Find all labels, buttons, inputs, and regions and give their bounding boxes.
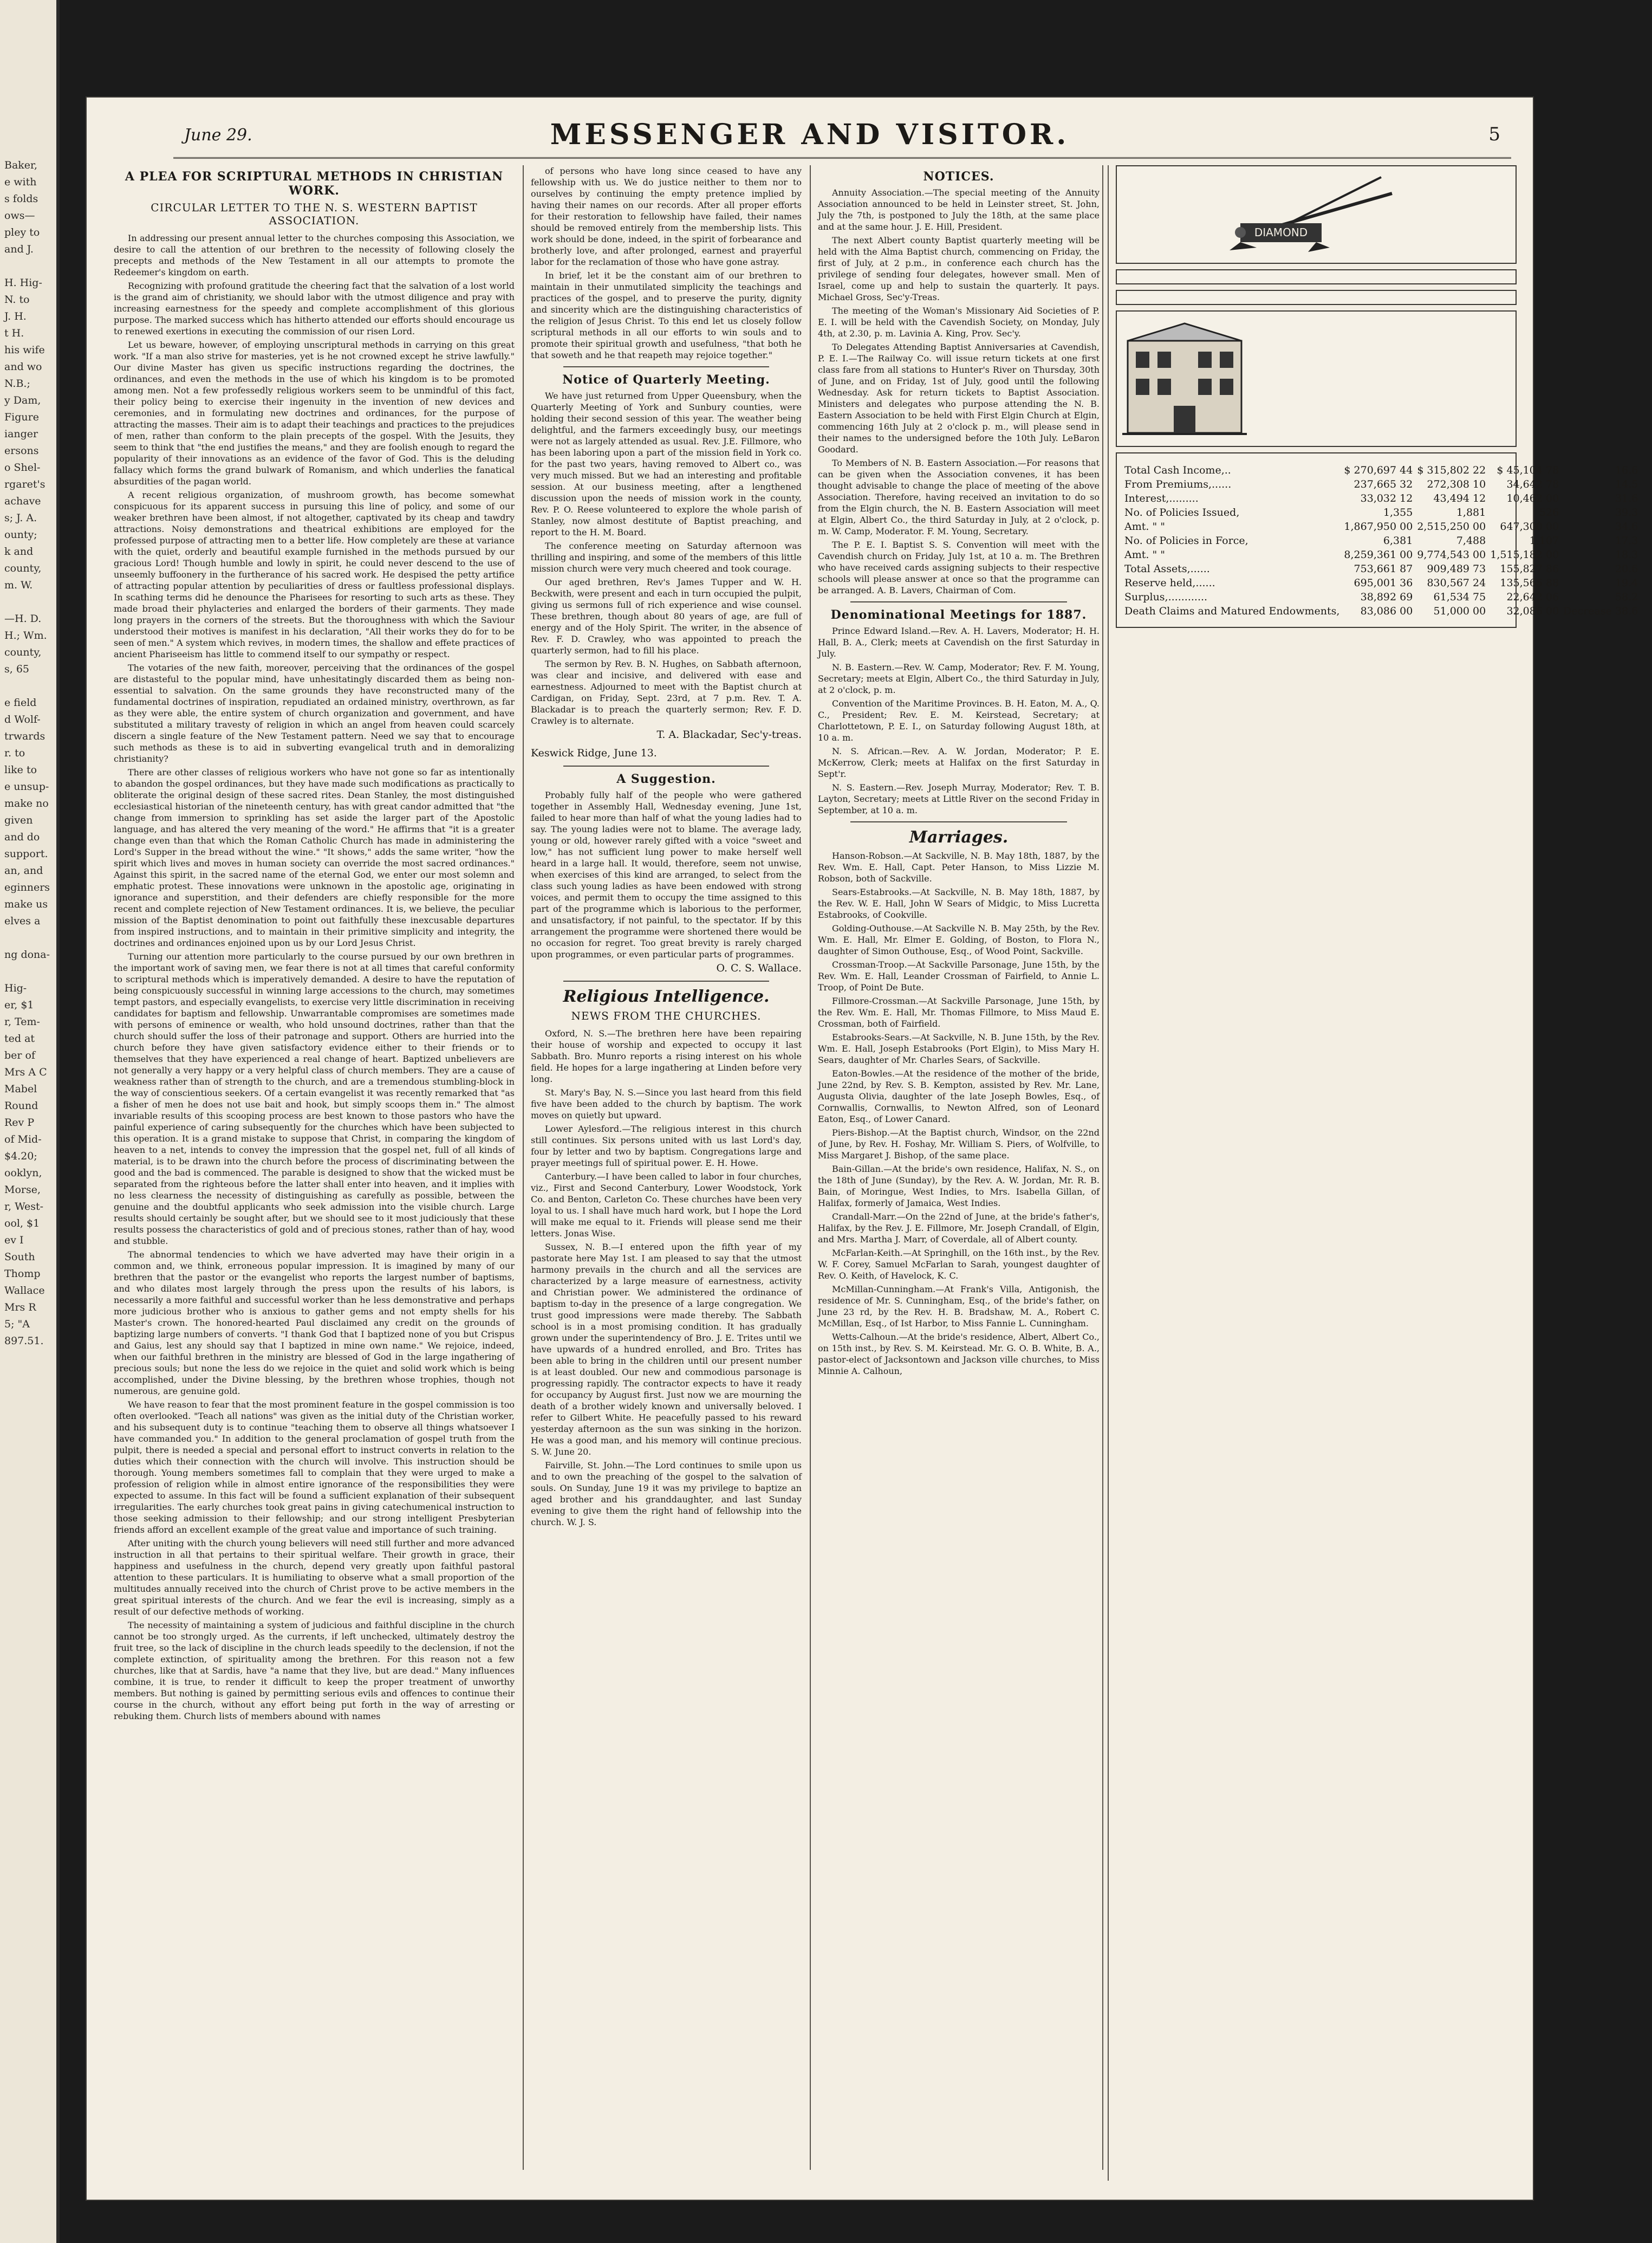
table-cell: $ 270,697 44	[1344, 464, 1413, 476]
table-cell: $ 315,802 22	[1417, 464, 1486, 476]
dateline: Keswick Ridge, June 13.	[531, 747, 657, 759]
table-cell: 8,259,361 00	[1344, 549, 1413, 561]
page-number: 5	[1488, 124, 1500, 145]
column-1	[114, 165, 515, 2170]
paragraph: Fairville, St. John.—The Lord continues to smile upon us and to own the preaching of the gospel to the salvation of souls. On Sunday, June 19 it was my privilege to baptize an aged brother and his granddaughter, and last Sunday evening to give them the right hand of fellowship into the church. W. J. S.	[531, 1460, 802, 1527]
table-row	[1122, 463, 1640, 477]
article-title: A PLEA FOR SCRIPTURAL METHODS IN CHRISTIAN WORK.	[125, 170, 504, 198]
table-cell: 17.3	[1615, 535, 1638, 547]
column-3-content	[818, 165, 1100, 2181]
cultivator-illustration	[1122, 172, 1510, 255]
article-body	[114, 232, 515, 1722]
paragraph: The sermon by Rev. B. N. Hughes, on Sabbath afternoon, was clear and incisive, and delivered with ease and earnestness. Adjourned to meet with the Baptist church at Cardigan, on Friday, Sept. 23rd, at 7 p.m. Rev. T. A. Blackadar is to preach the quarterly sermon; Rev. F. D. Crawley is to alternate.	[531, 659, 802, 726]
paragraph: Crandall-Marr.—On the 22nd of June, at the bride's father's, Halifax, by the Rev. J. E. Fillmore, Mr. Joseph Crandall, of Elgin, and Mrs. Martha J. Marr, of Coverdale, all of Albert county.	[818, 1211, 1100, 1244]
column-rule	[810, 165, 811, 2170]
table-row	[1122, 562, 1640, 576]
table-cell: 16.6	[1615, 464, 1638, 476]
cultivator-icon	[1219, 172, 1414, 253]
table-row	[1122, 590, 1640, 604]
section-divider	[563, 981, 769, 982]
paragraph: The next Albert county Baptist quarterly meeting will be held with the Alma Baptist church, commencing on Friday, the first of July, at 2 p.m., in conference each church has the privilege of sending four delegates, however small. Men of Israel, come up and help to sustain the quarterly. It pays. Michael Gross, Sec'y-Treas.	[818, 235, 1100, 302]
progress-table	[1122, 461, 1640, 618]
paragraph: Estabrooks-Sears.—At Sackville, N. B. June 15th, by the Rev. Wm. E. Hall, Joseph Estabrooks (Port Elgin), to Miss Mary H. Sears, daughter of Mr. Charles Sears, of Sackville.	[818, 1032, 1100, 1065]
article-subtitle: CIRCULAR LETTER TO THE N. S. WESTERN BAPTIST ASSOCIATION.	[151, 201, 478, 227]
section-heading: Religious Intelligence.	[563, 987, 770, 1006]
table-cell: 51,000 00	[1433, 605, 1486, 617]
page-gutter	[56, 0, 60, 2243]
paragraph: Turning our attention more particularly to the course pursued by our own brethren in the important work of saving men, we fear there is not at all times that careful conformity to scriptural methods which is imperatively demanded. A desire to have the reputation of being conspicuously successful in winning large accessions to the church, may sometimes tempt pastors, and especially evangelists, to exercise very little discrimination in receiving candidates for baptism and fellowship. Unwarrantable compromises are sometimes made with persons of eminence or wealth, who hold unsound doctrines, rather than that the church should suffer the loss of their patronage and support. Others are hurried into the church before they have given satisfactory evidence either to their friends or to themselves that they have experienced a real change of heart. Baptized unbelievers are not generally a very happy or a very helpful class of church members. They are a cause of weakness rather than of strength to the church, and are a tremendous stumbling-block in the way of conscientious seekers. Of a certain evangelist it was recently remarked that "as a fisher of men he does not use bait and hook, but simply scoops them in." The almost invariable results of this scooping process are best known to those pastors who have the painful experience of caring subsequently for the churches which have been subjected to this operation. It is a grand mistake to suppose that Christ, in comparing the kingdom of heaven to a net, intends to convey the impression that the gospel net, full of all kinds of material, is to be drawn into the church before the process of discriminating between the good and the bad is commenced. The parable is designed to show that the wicked must be separated from the righteous before the latter shall enter into heaven, and it implies with no less clearness the necessity of distinguishing as carefully as possible, between the genuine and the doubtful applicants who seek admission into the visible church. Large results should certainly be sought after, but we should see to it most judiciously that these results possess the characteristics of gold and of precious stones, rather than of hay, wood and stubble.	[114, 951, 515, 1246]
table-cell: 39.3	[1615, 507, 1638, 518]
table-cell: 32,086 00	[1506, 605, 1559, 617]
furniture-ad	[1116, 290, 1517, 305]
table-cell: 272,308 10	[1427, 478, 1486, 490]
table-cell: 6,381	[1383, 535, 1413, 547]
obituary-area	[1116, 633, 1517, 639]
table-cell: 20.6	[1615, 563, 1638, 575]
table-cell: Total Assets,......	[1124, 563, 1210, 575]
table-row	[1122, 548, 1640, 562]
paragraph: N. S. African.—Rev. A. W. Jordan, Moderator; P. E. McKerrow, Clerk; meets at Halifax on the first Saturday in Sept'r.	[818, 746, 1100, 779]
store-block	[1122, 319, 1510, 438]
table-cell: 1,867,950 00	[1344, 521, 1413, 533]
table-cell: Total Cash Income,..	[1124, 464, 1231, 476]
table-cell: 647,300 00	[1500, 521, 1559, 533]
table-cell: 38,892 69	[1360, 591, 1413, 603]
signature: T. A. Blackadar, Sec'y-treas.	[656, 729, 802, 741]
table-row	[1122, 505, 1640, 520]
table-row	[1122, 604, 1640, 618]
paragraph: N. B. Eastern.—Rev. W. Camp, Moderator; Rev. F. M. Young, Secretary; meets at Elgin, Albert Co., the third Saturday in July, at 2 o'clock, p. m.	[818, 662, 1100, 695]
paragraph: St. Mary's Bay, N. S.—Since you last heard from this field five have been added to the church by baptism. The work moves on quietly but upward.	[531, 1087, 802, 1120]
section-divider	[563, 766, 769, 767]
paragraph: Sussex, N. B.—I entered upon the fifth year of my pastorate here May 1st. I am pleased to say that the utmost harmony prevails in the church and all the services are characterized by a large measure of earnestness, activity and Christian power. We administered the ordinance of baptism to-day in the presence of a large congregation. We trust good impressions were made thereby. The Sabbath school is in a most promising condition. It has gradually grown under the superintendency of Bro. J. E. Trites until we have upwards of a hundred enrolled, and Bro. Trites has been able to bring in the children until our present number is at least doubled. Our new and commodious parsonage is progressing rapidly. The contractor expects to have it ready for occupancy by August first. Just now we are mourning the death of a brother widely known and universally beloved. I refer to Gilbert White. He peacefully passed to his reward yesterday afternoon as the sun was sinking in the horizon. He was a good man, and his memory will continue precious. S. W. June 20.	[531, 1242, 802, 1457]
table-cell: Surplus,............	[1124, 591, 1208, 603]
ads-column	[1116, 165, 1638, 2181]
table-cell: 31.6	[1615, 492, 1638, 504]
table-row	[1122, 576, 1640, 590]
paragraph: Let us beware, however, of employing unscriptural methods in carrying on this great work. "If a man also strive for masteries, yet is he not crowned except he strive lawfully." Our divine Master has given us specific instructions regarding the doctrines, the ordinances, and even the methods in the use of which his kingdom is to be promoted among men. Not a few professedly religious workers seem to be unmindful of this fact, their policy being to exercise their ingenuity in the invention of new devices and ceremonies, and in formulating new doctrines and ordinances, for the purpose of attracting the masses. Their aim is to adapt their teachings and practices to the prejudices of men, rather than conform to the plain precepts of the gospel. With the Jesuits, they seem to think that "the end justifies the means," and they are foolish enough to regard the popularity of their innovations as an evidence of the favor of God. This is the deluding fallacy which forms the grand bulwark of Romanism, and which underlies the fanatical absurdities of the pagan world.	[114, 340, 515, 487]
ontario-mutual-ad	[1116, 452, 1638, 628]
table-cell: 2,515,250 00	[1417, 521, 1486, 533]
table-cell: 58.2	[1615, 591, 1638, 603]
table-cell: 135,565 88	[1500, 577, 1559, 589]
paragraph: Hanson-Robson.—At Sackville, N. B. May 18th, 1887, by the Rev. Wm. E. Hall, Capt. Peter Hanson, to Miss Lizzie M. Robson, both of Sackville.	[818, 851, 1100, 884]
paragraph: Fillmore-Crossman.—At Sackville Parsonage, June 15th, by the Rev. Wm. E. Hall, Mr. Thomas Fillmore, to Miss Maud E. Crossman, both of Fairfield.	[818, 996, 1100, 1029]
table-cell: 1,107	[1529, 535, 1559, 547]
paragraph: Prince Edward Island.—Rev. A. H. Lavers, Moderator; H. H. Hall, B. A., Clerk; meets at Cavendish on the first Saturday in July.	[818, 626, 1100, 659]
table-cell: 830,567 24	[1427, 577, 1486, 589]
paragraph: Piers-Bishop.—At the Baptist church, Windsor, on the 22nd of June, by Rev. H. Foshay, Mr. William S. Piers, of Wolfville, to Miss Margaret J. Bishop, of the same place.	[818, 1127, 1100, 1161]
table-cell: Reserve held,......	[1124, 577, 1215, 589]
table-cell: $ 45,104 78	[1497, 464, 1559, 476]
table-row	[1122, 534, 1640, 548]
paragraph: Bain-Gillan.—At the bride's own residence, Halifax, N. S., on the 18th of June (Sunday), by the Rev. A. W. Jordan, Mr. R. B. Bain, of Moringue, West Indies, to Mrs. Isabella Gillan, of Halifax, formerly of Jamaica, West Indies.	[818, 1164, 1100, 1208]
paragraph: A recent religious organization, of mushroom growth, has become somewhat conspicuous for its apparent success in pursuing this line of policy, and some of our weaker brethren have been almost, if not altogether, captivated by its cheap and tawdry attractions. Noisy demonstrations and theatrical exhibitions are employed for the professed purpose of attracting men to a better life. How completely are these at variance with the quiet, orderly and beautiful example furnished in the methods pursued by our gracious Lord! Though humble and lowly in spirit, he could never descend to the use of unseemly buffoonery in the furtherance of his sacred work. He despised the petty artifice of attracting popular attention by peculiarities of dress or faultless professional displays. In scathing terms did he denounce the Pharisees for resorting to such arts as these. They made broad their phylacteries and enlarged the borders of their garments. They made long prayers in the corners of the streets. But the thoroughness with which the Saviour understood their motives is manifest in his declaration, "All their works they do for to be seen of men." A system which revives, in modern times, the shallow and effete practices of ancient Phariseeism has little to commend itself to our sympathy or respect.	[114, 490, 515, 659]
paragraph: The abnormal tendencies to which we have adverted may have their origin in a common and, we think, erroneous popular impression. It is imagined by many of our brethren that the pastor or the evangelist who reports the largest number of baptisms, and who dilates most largely through the press upon the results of his labors, is necessarily a more faithful and successful worker than he less demonstrative and perhaps more judicious brother who is anxious to gather gems and not empty shells for his Master's crown. The honored-hearted Paul disclaimed any credit on the grounds of baptizing large numbers of converts. "I thank God that I baptized none of you but Crispus and Gaius, lest any should say that I baptized in mine own name." We rejoice, indeed, when our faithful brethren in the ministry are blessed of God in the large ingathering of precious souls; but none the less do we rejoice in the quiet and solid work which is being accomplished, under the Divine blessing, by the brethren whose trophies, though not numerous, are genuine gold.	[114, 1249, 515, 1396]
issue-date: June 29.	[184, 126, 252, 145]
table-cell: 10,462 00	[1506, 492, 1559, 504]
table-cell: No. of Policies Issued,	[1124, 507, 1240, 518]
table-cell: Decrease 38.6	[1563, 605, 1638, 617]
signature: O. C. S. Wallace.	[716, 962, 802, 974]
table-cell: 14.5	[1615, 478, 1638, 490]
table-cell: 43,494 12	[1433, 492, 1486, 504]
column-2	[531, 165, 802, 2170]
section-title: A Suggestion.	[616, 772, 716, 786]
life-assurance-ad	[1116, 269, 1517, 284]
section-heading: Marriages.	[909, 828, 1009, 847]
paragraph: Our aged brethren, Rev's James Tupper and W. H. Beckwith, were present and each in turn occupied the pulpit, giving us sermons full of rich experience and wise counsel. These brethren, though about 80 years of age, are full of energy and of the Holy Spirit. The writer, in the absence of Rev. F. D. Crawley, who was appointed to preach the quarterly sermon, had to fill his place.	[531, 577, 802, 656]
paragraph: In addressing our present annual letter to the churches composing this Association, we desire to call the attention of our brethren to the necessity of following closely the precepts and methods of the New Testament in all our attempts to promote the Redeemer's kingdom on earth.	[114, 233, 515, 277]
section-subheading: NEWS FROM THE CHURCHES.	[571, 1009, 762, 1022]
section-title: Notice of Quarterly Meeting.	[562, 373, 770, 387]
store-building-icon	[1122, 319, 1247, 438]
paragraph: To Members of N. B. Eastern Association.—For reasons that can be given when the Association convenes, it has been thought advisable to change the place of meeting of the above Association. Therefore, having received an invitation to do so from the Elgin church, the N. B. Eastern Association will meet at Elgin, Albert Co., the third Saturday in July, at 2 o'clock, p. m. W. Camp, Moderator. F. M. Young, Secretary.	[818, 458, 1100, 536]
dry-goods-ad	[1116, 310, 1517, 447]
section-divider	[850, 821, 1067, 822]
table-cell: 34.6	[1615, 521, 1638, 533]
paragraph: McMillan-Cunningham.—At Frank's Villa, Antigonish, the residence of Mr. S. Cunningham, Esq., of the bride's father, on June 23 rd, by the Rev. H. B. Bradshaw, M. A., Robert C. McMillan, Esq., of Ist Harbor, to Miss Fannie L. Cunningham.	[818, 1284, 1100, 1328]
table-cell: 695,001 36	[1354, 577, 1413, 589]
header-rule	[173, 157, 1511, 159]
paragraph: The P. E. I. Baptist S. S. Convention will meet with the Cavendish church on Friday, July 1st, at 10 a. m. The Brethren who have received cards assigning subjects to their respective schools will please answer at once so that the programme can be arranged. A. B. Lavers, Chairman of Com.	[818, 540, 1100, 595]
paragraph: The votaries of the new faith, moreover, perceiving that the ordinances of the gospel are distasteful to the popular mind, have unhesitatingly discarded them as being non-essential to salvation. On the same grounds they have reconstructed many of the fundamental doctrines of inspiration, repudiated an ordained ministry, overthrown, as far as they were able, the entire system of church organization and government, and have substituted a military travesty of religion in which an angel from heaven could scarcely discern a single feature of the New Testament pattern. Need we say that to encourage such methods as these is to aid in subverting evangelical truth and in demoralizing christianity?	[114, 663, 515, 764]
table-cell: 1,881	[1456, 507, 1486, 518]
paragraph: Eaton-Bowles.—At the residence of the mother of the bride, June 22nd, by Rev. S. B. Kempton, assisted by Rev. Mr. Lane, Augusta Olivia, daughter of the late Joseph Bowles, Esq., of Cornwallis, Cornwallis, to Newton Alfred, son of Leonard Eaton, Esq., of Lower Canard.	[818, 1068, 1100, 1124]
table-cell: 22,642 06	[1506, 591, 1559, 603]
section-title: Denominational Meetings for 1887.	[830, 608, 1087, 622]
section-divider	[563, 366, 769, 367]
paragraph: Oxford, N. S.—The brethren here have been repairing their house of worship and expected to occupy it last Sabbath. Bro. Munro reports a rising interest on his whole field. He hopes for a large ingathering at Linden before very long.	[531, 1028, 802, 1084]
paragraph: Annuity Association.—The special meeting of the Annuity Association announced to be held in Leinster street, St. John, July the 7th, is postponed to July the 18th, at the same place and at the same hour. J. E. Hill, President.	[818, 187, 1100, 232]
svg-text:DIAMOND: DIAMOND	[1254, 226, 1308, 239]
table-cell: 83,086 00	[1360, 605, 1413, 617]
paragraph: After uniting with the church young believers will need still further and more advanced instruction in all that pertains to their spiritual welfare. Their growth in grace, their happiness and usefulness in the church, depend very greatly upon faithful pastoral attention to these particulars. It is humiliating to observe what a small proportion of the multitudes annually received into the church of Christ prove to be active members in the great spiritual interests of the church. And we fear the evil is increasing, simply as a result of our defective methods of working.	[114, 1538, 515, 1617]
table-cell: 909,489 73	[1427, 563, 1486, 575]
paragraph: In brief, let it be the constant aim of our brethren to maintain in their unmutilated simplicity the teachings and practices of the gospel, and to preserve the purity, dignity and sincerity which are the distinguishing characteristics of the religion of Jesus Christ. To this end let us closely follow scriptural methods in all our efforts to win souls and to promote their spiritual growth and usefulness, "that both he that soweth and he that reapeth may rejoice together."	[531, 270, 802, 360]
paragraph: Sears-Estabrooks.—At Sackville, N. B. May 18th, 1887, by the Rev. W. E. Hall, John W Sears of Midgic, to Miss Lucretta Estabrooks, of Cookville.	[818, 887, 1100, 920]
table-row	[1122, 520, 1640, 534]
column-rule	[523, 165, 524, 2170]
paragraph: Golding-Outhouse.—At Sackville N. B. May 25th, by the Rev. Wm. E. Hall, Mr. Elmer E. Golding, of Boston, to Flora N., daughter of Simon Outhouse, Esq., of Wood Point, Sackville.	[818, 923, 1100, 956]
paragraph: of persons who have long since ceased to have any fellowship with us. We do justice neither to them nor to ourselves by continuing the empty pretence implied by having their names on our records. After all proper efforts for their restoration to fellowship have failed, their names should be removed entirely from the membership lists. This work should be done, indeed, in the spirit of forbearance and brotherly love, and after prolonged, earnest and prayerful labor for the reclamation of those who have gone astray.	[531, 166, 802, 267]
adjacent-page-text: Baker, e with s folds ows— pley to and J. H. Hig- N. to J. H. t H. his wife and wo N.B.; y Dam, Figure ianger ersons o Shel- rgaret's achave s; J. A. ounty; k and county, m. W. —H. D. H.; Wm. county, s, 65 e field d Wolf- trwards r. to like to e unsup- make no given and do support. an, and eginners make us elves a ng dona- Hig- er, $1 r, Tem- ted at ber of Mrs A C Mabel Round Rev P of Mid- $4.20; ooklyn, Morse, r, West- ool, $1 ev I South Thomp Wallace Mrs R 5; "A 897.51.	[4, 159, 50, 1347]
section-divider	[850, 601, 1067, 602]
paragraph: Recognizing with profound gratitude the cheering fact that the salvation of a lost world is the grand aim of christianity, we should labor with the utmost diligence and pray with increasing earnestness for the speedy and complete accomplishment of this glorious purpose. The marked success which has hitherto attended our efforts should encourage us to renewed exertions in executing the commission of our risen Lord.	[114, 281, 515, 336]
paragraph: Lower Aylesford.—The religious interest in this church still continues. Six persons united with us last Lord's day, four by letter and two by baptism. Congregations large and prayer meetings full of spiritual power. E. H. Howe.	[531, 1124, 802, 1168]
table-cell: 753,661 87	[1354, 563, 1413, 575]
table-row	[1122, 477, 1640, 491]
paragraph: We have reason to fear that the most prominent feature in the gospel commission is too often overlooked. "Teach all nations" was given as the initial duty of the Christian worker, and his subsequent duty is to continue "teaching them to observe all things whatsoever I have commanded you." In addition to the general proclamation of gospel truth from the pulpit, there is needed a special and personal effort to instruct converts in relation to the duties which their connection with the church will involve. This instruction should be thorough. Young members sometimes fall to complain that they were urged to make a profession of religion while in almost entire ignorance of the responsibilities they were expected to assume. In this fact will be found a sufficient explanation of their subsequent irregularities. The early churches took great pains in giving catechumenical instruction to those seeking admission to their fellowship; and our strong intelligent Presbyterian friends afford an excellent example of the great value and importance of such training.	[114, 1399, 515, 1535]
paragraph: To Delegates Attending Baptist Anniversaries at Cavendish, P. E. I.—The Railway Co. will issue return tickets at one first class fare from all stations to Hunter's River on Thursday, 30th of June, and on Friday, 1st of July, good until the following Wednesday. Ask for return tickets to Baptist Association. Ministers and delegates who purpose attending the N. B. Eastern Association to be held with First Elgin Church at Elgin, commencing 16th July at 2 o'clock p. m., will please send in their names to the undersigned before the 10th July. LeBaron Goodard.	[818, 342, 1100, 455]
table-cell: No. of Policies in Force,	[1124, 535, 1248, 547]
paragraph: Canterbury.—I have been called to labor in four churches, viz., First and Second Canterbury, Lower Woodstock, York Co. and Benton, Carleton Co. These churches have been very loyal to us. I shall have much hard work, but I hope the Lord will make me equal to it. Friends will please send me their letters. Jonas Wise.	[531, 1171, 802, 1239]
table-cell: Amt. " "	[1124, 521, 1165, 533]
adjacent-page-strip	[0, 0, 60, 2243]
paragraph: Wetts-Calhoun.—At the bride's residence, Albert, Albert Co., on 15th inst., by Rev. S. M. Keirstead. Mr. G. O. B. White, B. A., pastor-elect of Jacksontown and Jackson ville churches, to Miss Minnie A. Calhoun,	[818, 1332, 1100, 1376]
paragraph: McFarlan-Keith.—At Springhill, on the 16th inst., by the Rev. W. F. Corey, Samuel McFarlan to Sarah, youngest daughter of Rev. O. Keith, of Havelock, K. C.	[818, 1248, 1100, 1281]
table-cell: 9,774,543 00	[1417, 549, 1486, 561]
table-row	[1122, 491, 1640, 505]
table-cell: 526	[1539, 507, 1559, 518]
table-cell: Death Claims and Matured Endowments,	[1124, 605, 1340, 617]
paragraph: Convention of the Maritime Provinces. B. H. Eaton, M. A., Q. C., President; Rev. E. M. Keirstead, Secretary; at Charlottetown, P. E. I., on Saturday following August 18th, at 10 a. m.	[818, 698, 1100, 743]
paragraph: The necessity of maintaining a system of judicious and faithful discipline in the church cannot be too strongly urged. As the currents, if left unchecked, ultimately destroy the fruit tree, so the lack of discipline in the church leads speedily to the declension, if not the complete extinction, of spirituality among the brethren. For this reason not a few churches, like that at Sardis, have "a name that they live, but are dead." Many influences combine, it is true, to render it difficult to keep the proper treatment of unworthy members. But nothing is gained by permitting serious evils and offences to continue their course in the church, without any effort being put forth in the way of arresting or rebuking them. Church lists of members abound with names	[114, 1620, 515, 1721]
paragraph: N. S. Eastern.—Rev. Joseph Murray, Moderator; Rev. T. B. Layton, Secretary; meets at Little River on the second Friday in September, at 10 a. m.	[818, 782, 1100, 815]
page-header	[87, 114, 1533, 152]
table-cell: 7,488	[1456, 535, 1486, 547]
table-cell: Amt. " "	[1124, 549, 1165, 561]
paragraph: Crossman-Troop.—At Sackville Parsonage, June 15th, by the Rev. Wm. E. Hall, Leander Crossman of Fairfield, to Annie L. Troop, of Point De Bute.	[818, 960, 1100, 993]
column-rule	[1108, 165, 1109, 2181]
table-cell: 19.4	[1615, 577, 1638, 589]
table-cell: 155,827 86	[1500, 563, 1559, 575]
paragraph: The meeting of the Woman's Missionary Aid Societies of P. E. I. will be held with the Cavendish Society, on Monday, July 4th, at 2.30, p. m. Lavinia A. King, Prov. Sec'y.	[818, 306, 1100, 339]
obituary-right	[1321, 633, 1517, 639]
masthead-title: MESSENGER AND VISITOR.	[550, 118, 1070, 151]
table-cell: Interest,.........	[1124, 492, 1199, 504]
obituary-left	[1116, 633, 1311, 639]
cultivator-ad	[1116, 165, 1517, 264]
table-cell: From Premiums,......	[1124, 478, 1232, 490]
paragraph: We have just returned from Upper Queensbury, when the Quarterly Meeting of York and Sunbury counties, were holding their second session of this year. The weather being delightful, and the farmers exceedingly busy, our meetings were not as largely attended as usual. Rev. J.E. Fillmore, who has been laboring upon a part of the mission field in York co. for the past two years, having removed to Albert co., was very much missed. But we had an interesting and profitable session. At our business meeting, after a lengthened discussion upon the needs of mission work in the county, Rev. P. O. Reese volunteered to explore the whole parish of Stanley, now almost destitute of Baptist preaching, and report to the H. M. Board.	[531, 391, 802, 537]
table-cell: 33,032 12	[1360, 492, 1413, 504]
table-cell: 18.3	[1615, 549, 1638, 561]
table-cell: 34,642 78	[1506, 478, 1559, 490]
table-cell: 1,515,182 00	[1490, 549, 1559, 561]
table-cell: 61,534 75	[1433, 591, 1486, 603]
table-cell: 1,355	[1383, 507, 1413, 518]
paragraph: There are other classes of religious workers who have not gone so far as intentionally to abandon the gospel ordinances, but they have made such modifications as practically to obliterate the original design of these sacred rites. Dean Stanley, the most distinguished ecclesiastical historian of the nineteenth century, has with great candor admitted that "the change from immersion to sprinkling has set aside the larger part of the Apostolic language, and has altered the very meaning of the word." He affirms that "it is a greater change even than that which the Roman Catholic Church has made in administering the Lord's Supper in the bread without the wine." "It shows," adds the same writer, "how the spirit which lives and moves in human society can override the most sacred ordinances." Against this spirit, in the sacred name of the eternal God, we enter our most solemn and emphatic protest. These innovations were unknown in the apostolic age, originating in ignorance and superstition, and their defenders are chiefly responsible for the more recent and complete rejection of New Testament ordinances. It is, we believe, the peculiar mission of the Baptist denomination to point out faithfully these inexcusable departures from inspired instructions, and to maintain in their primitive simplicity and integrity, the doctrines and ordinances enjoined upon us by our Lord Jesus Christ.	[114, 767, 515, 948]
table-cell: 237,665 32	[1354, 478, 1413, 490]
paragraph: Probably fully half of the people who were gathered together in Assembly Hall, Wednesday evening, June 1st, failed to hear more than half of what the young ladies had to say. The young ladies were not to blame. The average lady, young or old, however rarely gifted with a voice "sweet and low," has not sufficient lung power to make herself well heard in a large hall. It would, therefore, seem not unwise, when exercises of this kind are arranged, to select from the class such young ladies as have been endowed with strong voices, and permit them to occupy the time assigned to this part of the programme which is laborious to the performer, and unsatisfactory, if not painful, to the spectator. If by this arrangement the programme were shortened there would be no occasion for regret. Too great brevity is rarely charged upon programmes, or even particular parts of programmes.	[531, 790, 802, 960]
section-title: NOTICES.	[923, 170, 994, 184]
paragraph: The conference meeting on Saturday afternoon was thrilling and inspiring, and some of the members of this little mission church were very much cheered and took courage.	[531, 541, 802, 574]
